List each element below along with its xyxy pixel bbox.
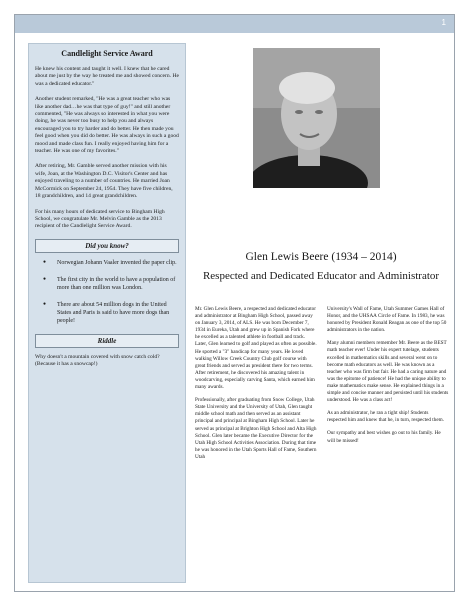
portrait-image	[253, 48, 380, 188]
sidebar-paragraph: After retiring, Mr. Gamble served another mission with his wife, Joan, at the Washington D.C. Visitor's Center and has enjoyed traveling to a number of countries. He married Joan McCormick on September 24, 1954. They have five children, 18 grandchildren, and 14 great grandchildren.	[35, 163, 173, 200]
newsletter-page	[14, 14, 455, 592]
article-paragraph: Professionally, after graduating from Snow College, Utah State University and the University of Utah, Glen taught middle school math and then served as an assistant principal and principal at Bingham High School. Later he served as principal at Brighton High School and Alta High School. Glen later became the Executive Director for the Utah High School Activities Association. During that time he was honored in the Utah Sports Hall of Fame, Southern Utah	[195, 397, 317, 460]
article-paragraph: Our sympathy and best wishes go out to his family. He will be missed!	[327, 430, 441, 444]
article-paragraph: As an administrator, he ran a tight ship! Students respected him and knew that he, in turn, respected them.	[327, 410, 444, 424]
list-item: ● Norwegian Johann Vaaler invented the paper clip.	[43, 259, 179, 267]
riddle-text: Why doesn't a mountain covered with snow catch cold? (Because it has a snowcap!)	[35, 353, 160, 368]
list-item: ● There are about 54 million dogs in the United States and Paris is said to have more dogs than people!	[43, 301, 179, 325]
page-number: 1	[441, 18, 446, 27]
did-you-know-title: Did you know?	[35, 239, 179, 253]
sidebar-paragraph: He knew his content and taught it well. I knew that he cared about me just by the way he treated me and showed concern. He was a dedicated educator."	[35, 66, 179, 87]
sidebar-paragraph: Another student remarked, "He was a great teacher who was like another dad…he was that type of guy!" and still another commented, "He was always so interested in what you were doing, he was never too busy to help you and always encouraged you to try harder and do better. He then made you feel good when you did do better. He was always in such a good mood and made class fun. I really enjoyed having him for a teacher. He was one of my favorites."	[35, 96, 179, 155]
sidebar-paragraph: For his many hours of dedicated service to Bingham High School, we congratulate Mr. Melvin Gamble as the 2013 recipient of the Candlelight Service Award.	[35, 208, 165, 230]
article-title: Glen Lewis Beere (1934 – 2014)	[245, 251, 397, 263]
did-you-know-list	[35, 259, 179, 325]
list-item: ● The first city in the world to have a population of more than one million was London.	[43, 276, 179, 292]
article-subtitle: Respected and Dedicated Educator and Administrator	[202, 270, 440, 282]
portrait-photo	[253, 48, 380, 188]
header-bar	[15, 15, 454, 33]
article-column-right	[327, 306, 449, 451]
article-column-left	[195, 306, 317, 467]
sidebar-panel	[28, 43, 186, 583]
article-paragraph: University's Wall of Fame, Utah Summer Games Hall of Honor, and the UHSAA Circle of Fame. In 1983, he was honored by President Ronald Reagan as one of the top 50 administrators in the nation.	[327, 306, 447, 334]
article-paragraph: Mr. Glen Lewis Beere, a respected and dedicated educator and administrator at Bingham High School, passed away on January 3, 2014, of ALS. He was born December 7, 1934 in Eureka, Utah and grew up in Spanish Fork where he excelled as a talented athlete in football and track. Later, Glen learned to golf and played as often as possible. He sported a "3" handicap for many years. He loved walking Willow Creek Country Club golf course with great friends and served as president there for two terms. After retirement, he discovered his amazing talent in woodcarving, especially carving Santa, which earned him many awards.	[195, 306, 317, 391]
sidebar-heading: Candlelight Service Award	[61, 49, 153, 58]
riddle-title: Riddle	[35, 334, 179, 348]
article-paragraph: Many alumni members remember Mr. Beere as the BEST math teacher ever! Under his expert tutelage, students excelled in mathematics skills and several went on to become math educators as well. He was known as a teacher who was firm but fair. He had a caring nature and was the epitome of patience! He had the unique ability to make mathematics make sense. He explained things in a simple and concise manner and persisted until his students understood. He was a class act!	[327, 340, 449, 404]
